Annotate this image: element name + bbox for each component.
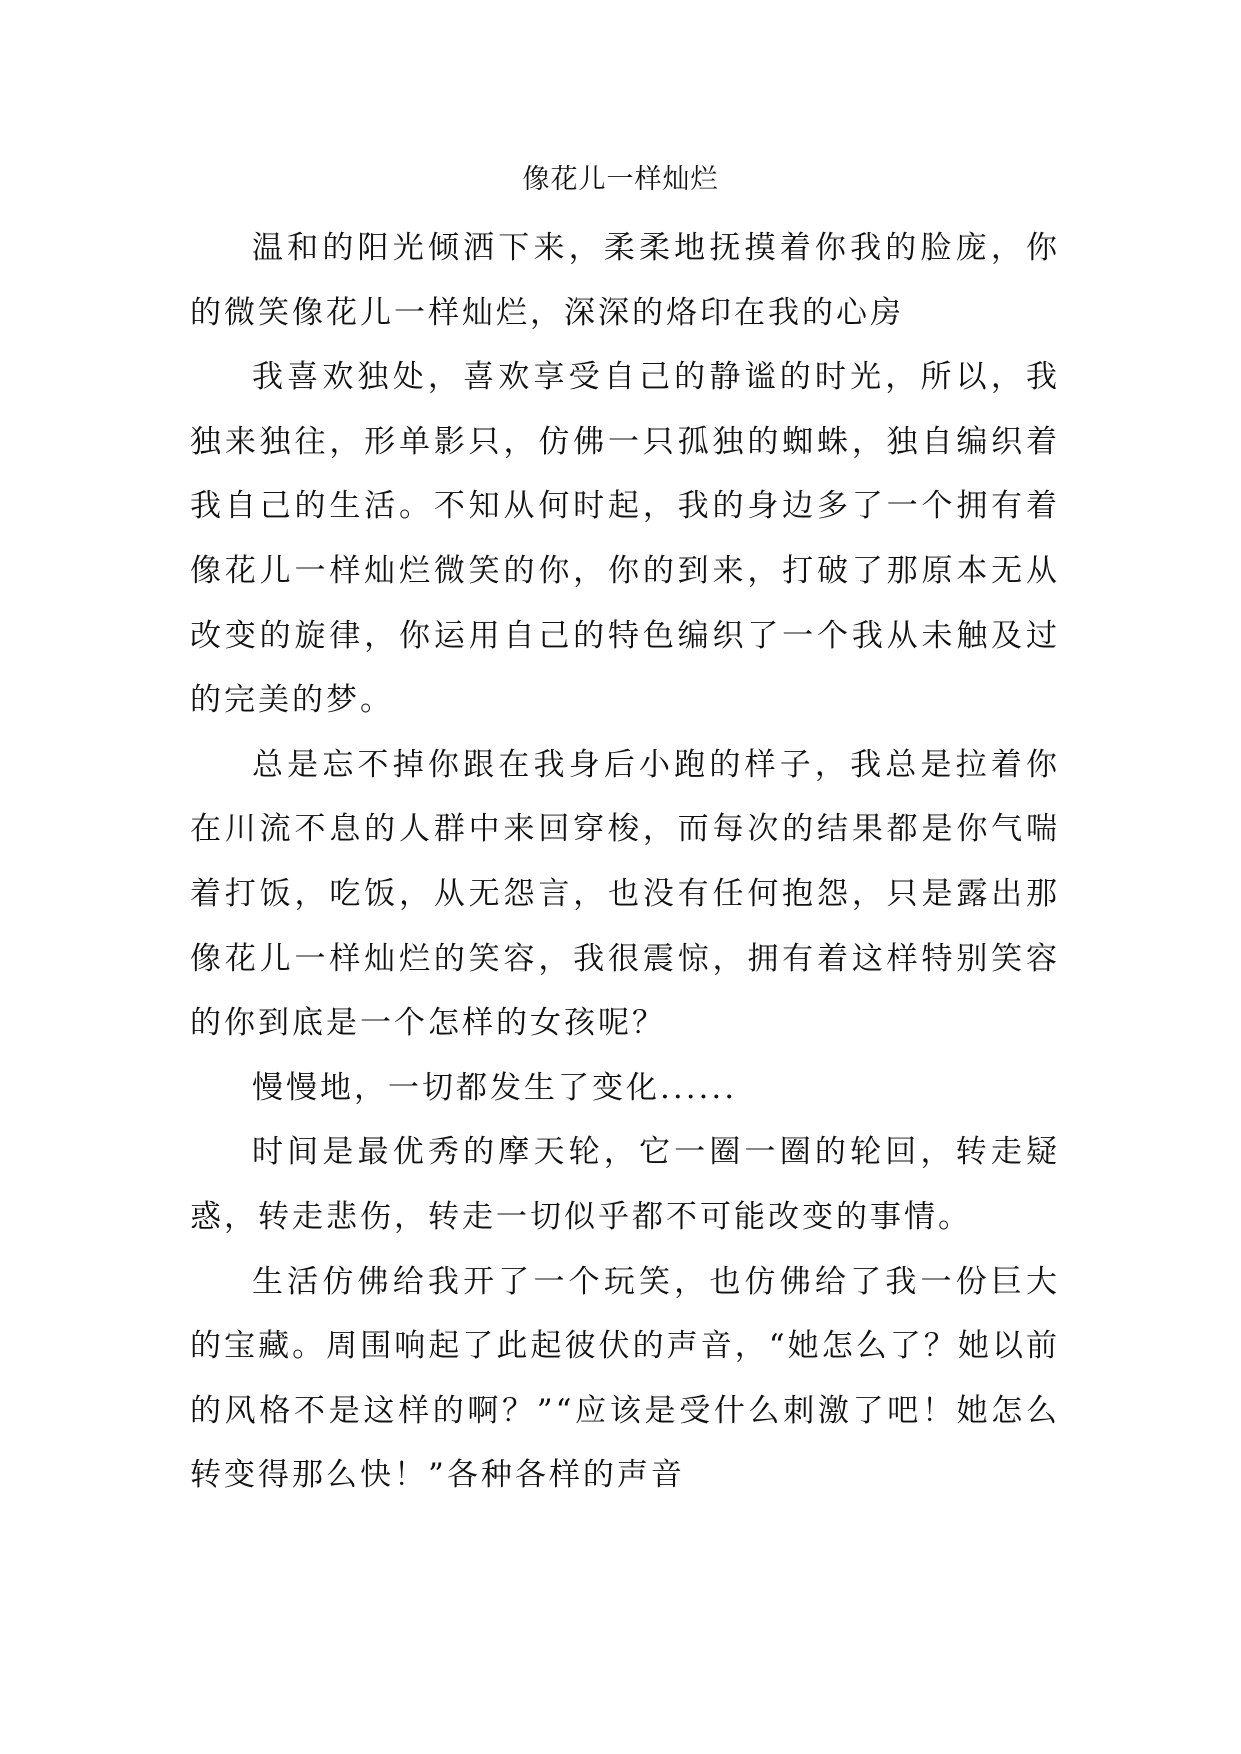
paragraph-4: 慢慢地，一切都发生了变化...... bbox=[252, 1069, 738, 1106]
paragraph-2: 我喜欢独处，喜欢享受自己的静谧的时光，所以，我独来独往，形单影只，仿佛一只孤独的蜘蛛，独自编织着我自己的生活。不知从何时起，我的身边多了一个拥有着像花儿一样灿烂微笑的你，你的到来，打破了那原本无从改变的旋律，你运用自己的特色编织了一个我从未触及过的完美的梦。 bbox=[190, 359, 1060, 719]
paragraph-5: 时间是最优秀的摩天轮，它一圈一圈的轮回，转走疑惑，转走悲伤，转走一切似乎都不可能改变的事情。 bbox=[190, 1134, 1060, 1235]
document-body bbox=[190, 216, 1060, 1508]
paragraph-6: 生活仿佛给我开了一个玩笑，也仿佛给了我一份巨大的宝藏。周围响起了此起彼伏的声音，“她怎么了？她以前的风格不是这样的啊？”“应该是受什么刺激了吧！她怎么转变得那么快！”各种各样的声音 bbox=[190, 1263, 1060, 1494]
document-title: 像花儿一样灿烂 bbox=[522, 164, 719, 195]
paragraph-1: 温和的阳光倾洒下来，柔柔地抚摸着你我的脸庞，你的微笑像花儿一样灿烂，深深的烙印在我的心房 bbox=[190, 230, 1060, 331]
paragraph-3: 总是忘不掉你跟在我身后小跑的样子，我总是拉着你在川流不息的人群中来回穿梭，而每次的结果都是你气喘着打饭，吃饭，从无怨言，也没有任何抱怨，只是露出那像花儿一样灿烂的笑容，我很震惊，拥有着这样特别笑容的你到底是一个怎样的女孩呢？ bbox=[190, 746, 1060, 1042]
